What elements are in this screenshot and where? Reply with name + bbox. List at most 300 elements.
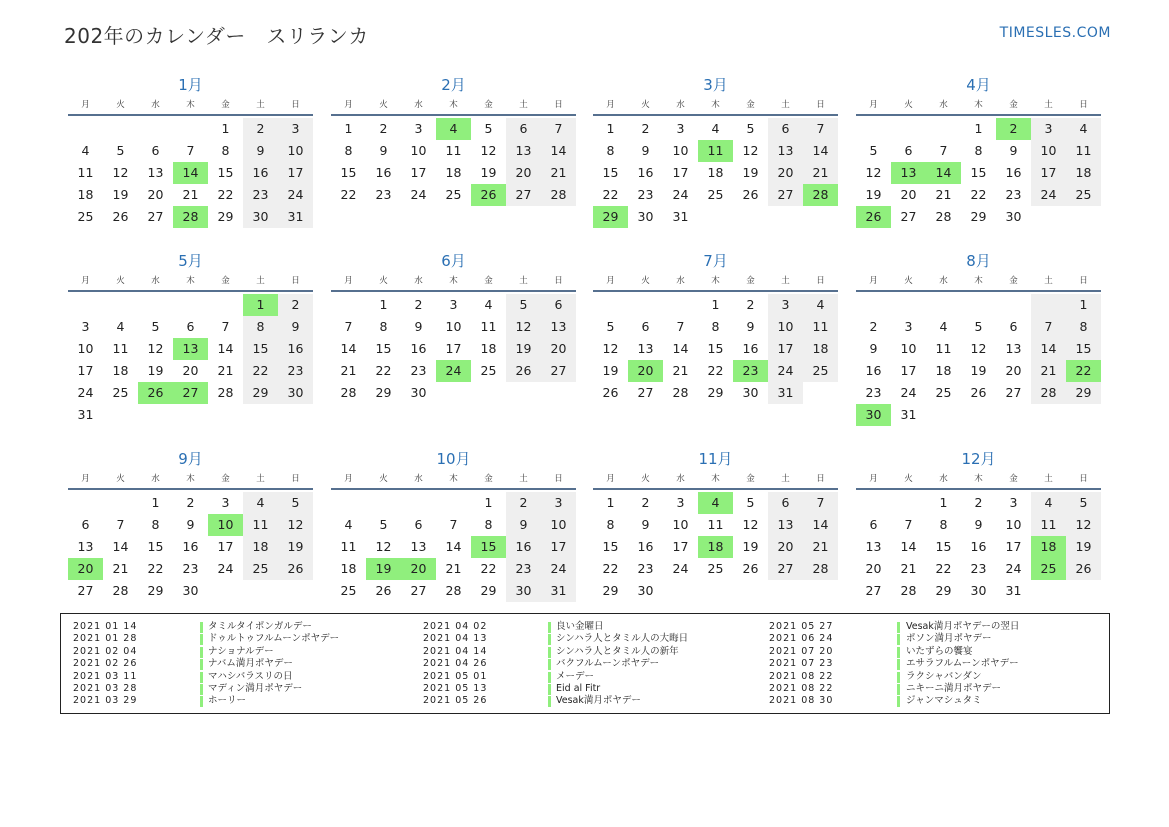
empty-cell [208,294,243,316]
day-cell: 2 [414,297,423,312]
holiday-day: 23 [733,360,768,382]
day-cell: 30 [243,206,278,228]
holiday-name: マディン満月ポヤデー [208,682,303,694]
month-title: 12月 [961,450,996,468]
day-cell: 15 [147,539,164,554]
day-cell: 16 [410,341,427,356]
day-grid [856,294,1101,426]
day-cell: 2 [641,121,650,136]
weekday-label: 火 [641,474,650,484]
day-grid [856,492,1101,602]
holiday-row [61,695,1109,707]
day-cell: 16 [243,162,278,184]
day-cell: 11 [707,517,724,532]
empty-cell [856,118,891,140]
holiday-row [61,621,1109,633]
holiday-date: 2021 07 20 [769,645,834,657]
day-cell: 3 [768,294,803,316]
day-cell: 1 [974,121,983,136]
site-link[interactable]: TIMESLES.COM [999,25,1111,41]
day-cell: 12 [112,165,129,180]
day-cell: 31 [278,206,313,228]
day-cell: 4 [344,517,353,532]
day-cell: 4 [81,143,90,158]
empty-cell [436,492,471,514]
day-cell: 28 [445,583,462,598]
weekday-header [331,272,576,292]
day-cell: 24 [672,561,689,576]
day-cell: 27 [410,583,427,598]
day-cell: 30 [970,583,987,598]
day-cell: 28 [541,184,576,206]
day-cell: 21 [340,363,357,378]
day-cell: 5 [379,517,388,532]
day-cell: 7 [344,319,353,334]
day-cell: 5 [116,143,125,158]
empty-cell [663,294,698,316]
day-cell: 16 [865,363,882,378]
day-cell: 6 [768,492,803,514]
day-cell: 8 [974,143,983,158]
weekday-header [68,272,313,292]
day-cell: 27 [1005,385,1022,400]
day-cell: 15 [217,165,234,180]
weekday-label: 金 [221,276,230,286]
day-cell: 27 [900,209,917,224]
day-cell: 5 [151,319,160,334]
holiday-day: 26 [471,184,506,206]
weekday-label: 水 [151,474,160,484]
holiday-day: 2 [996,118,1031,140]
month-6 [331,250,576,404]
day-cell: 24 [672,187,689,202]
day-cell: 12 [278,514,313,536]
holiday-name: メーデー [556,670,595,682]
holiday-list [60,613,1110,714]
day-cell: 27 [768,558,803,580]
holiday-day: 22 [1066,360,1101,382]
day-cell: 11 [480,319,497,334]
weekday-label: 日 [291,276,300,286]
day-cell: 26 [742,187,759,202]
day-grid [68,118,313,228]
day-cell: 3 [676,121,685,136]
weekday-label: 金 [746,100,755,110]
day-cell: 28 [803,558,838,580]
day-cell: 26 [278,558,313,580]
day-cell: 2 [974,495,983,510]
day-cell: 20 [506,162,541,184]
month-12 [856,448,1101,602]
day-cell: 13 [865,539,882,554]
day-cell: 15 [970,165,987,180]
holiday-name: ジャンマシュタミ [906,695,982,707]
day-cell: 30 [506,580,541,602]
holiday-day: 26 [856,206,891,228]
holiday-marker [897,634,900,645]
day-cell: 22 [602,187,619,202]
weekday-label: 土 [519,474,528,484]
empty-cell [593,294,628,316]
weekday-label: 火 [904,100,913,110]
weekday-label: 火 [641,100,650,110]
day-cell: 3 [1009,495,1018,510]
day-cell: 18 [1066,162,1101,184]
day-cell: 1 [344,121,353,136]
day-cell: 21 [672,363,689,378]
day-cell: 20 [182,363,199,378]
weekday-label: 木 [449,276,458,286]
weekday-label: 木 [186,276,195,286]
day-cell: 21 [182,187,199,202]
month-title: 8月 [966,252,991,270]
holiday-date: 2021 08 30 [769,695,834,707]
day-cell: 2 [746,297,755,312]
day-cell: 22 [602,561,619,576]
day-cell: 21 [935,187,952,202]
month-3 [593,74,838,228]
weekday-label: 日 [816,276,825,286]
empty-cell [366,492,401,514]
weekday-label: 日 [816,100,825,110]
weekday-label: 火 [379,276,388,286]
day-cell: 26 [375,583,392,598]
weekday-label: 日 [554,276,563,286]
day-cell: 30 [182,583,199,598]
month-10 [331,448,576,602]
day-cell: 17 [1005,539,1022,554]
day-cell: 5 [1066,492,1101,514]
empty-cell [1031,294,1066,316]
day-cell: 2 [869,319,878,334]
weekday-label: 木 [974,276,983,286]
day-cell: 23 [970,561,987,576]
empty-cell [331,492,366,514]
day-cell: 23 [637,561,654,576]
holiday-marker [897,659,900,670]
day-cell: 3 [676,495,685,510]
holiday-day: 29 [593,206,628,228]
day-cell: 8 [344,143,353,158]
day-cell: 19 [147,363,164,378]
month-4 [856,74,1101,228]
month-title: 6月 [441,252,466,270]
day-cell: 14 [803,514,838,536]
weekday-label: 日 [554,474,563,484]
day-cell: 12 [480,143,497,158]
day-cell: 29 [707,385,724,400]
holiday-day: 20 [628,360,663,382]
day-cell: 5 [278,492,313,514]
holiday-day: 14 [173,162,208,184]
empty-cell [173,294,208,316]
day-cell: 14 [445,539,462,554]
day-cell: 7 [541,118,576,140]
day-grid [331,118,576,206]
empty-cell [856,492,891,514]
day-cell: 16 [1005,165,1022,180]
month-title: 5月 [178,252,203,270]
weekday-label: 土 [256,474,265,484]
weekday-header [856,272,1101,292]
empty-cell [103,118,138,140]
day-cell: 6 [506,118,541,140]
empty-cell [926,118,961,140]
day-cell: 19 [865,187,882,202]
day-cell: 27 [541,360,576,382]
day-cell: 8 [606,143,615,158]
day-cell: 16 [742,341,759,356]
weekday-header [856,470,1101,490]
day-cell: 1 [151,495,160,510]
day-cell: 9 [506,514,541,536]
day-grid [593,492,838,602]
day-cell: 8 [221,143,230,158]
day-cell: 20 [900,187,917,202]
day-cell: 12 [147,341,164,356]
day-cell: 7 [221,319,230,334]
day-cell: 19 [602,363,619,378]
holiday-name: ドゥルトゥフルムーンポヤデー [208,633,340,645]
day-cell: 25 [445,187,462,202]
day-cell: 25 [803,360,838,382]
weekday-label: 火 [641,276,650,286]
weekday-label: 日 [554,100,563,110]
day-cell: 11 [340,539,357,554]
day-cell: 15 [340,165,357,180]
weekday-header [331,96,576,116]
day-cell: 3 [81,319,90,334]
holiday-marker [897,696,900,707]
day-cell: 27 [147,209,164,224]
month-title: 9月 [178,450,203,468]
day-cell: 7 [676,319,685,334]
day-cell: 23 [278,360,313,382]
day-cell: 30 [410,385,427,400]
holiday-name: シンハラ人とタミル人の大晦日 [556,633,689,645]
day-cell: 25 [935,385,952,400]
weekday-label: 水 [414,276,423,286]
holiday-row [61,658,1109,670]
weekday-label: 水 [414,100,423,110]
day-cell: 8 [484,517,493,532]
day-cell: 27 [637,385,654,400]
day-cell: 25 [77,209,94,224]
day-cell: 1 [221,121,230,136]
empty-cell [401,492,436,514]
day-cell: 4 [1031,492,1066,514]
holiday-column [61,621,1109,708]
holiday-day: 28 [173,206,208,228]
day-cell: 21 [803,162,838,184]
day-cell: 29 [935,583,952,598]
day-cell: 8 [243,316,278,338]
empty-cell [856,294,891,316]
day-cell: 21 [1031,360,1066,382]
day-cell: 16 [637,539,654,554]
holiday-date: 2021 05 01 [423,670,488,682]
day-cell: 7 [803,118,838,140]
holiday-name: ホーリー [208,695,247,707]
day-cell: 21 [112,561,129,576]
day-cell: 25 [707,187,724,202]
day-cell: 31 [1005,583,1022,598]
weekday-label: 木 [711,276,720,286]
empty-cell [68,294,103,316]
day-cell: 23 [410,363,427,378]
day-cell: 28 [935,209,952,224]
weekday-label: 火 [116,474,125,484]
day-cell: 31 [900,407,917,422]
day-cell: 20 [541,338,576,360]
day-cell: 10 [672,517,689,532]
day-cell: 13 [768,514,803,536]
weekday-label: 火 [904,276,913,286]
day-cell: 17 [1031,162,1066,184]
day-cell: 11 [243,514,278,536]
holiday-day: 13 [891,162,926,184]
day-cell: 2 [243,118,278,140]
day-cell: 6 [641,319,650,334]
day-cell: 28 [112,583,129,598]
holiday-marker [897,622,900,633]
holiday-name: Vesak満月ポヤデー [556,695,641,707]
day-cell: 12 [970,341,987,356]
holiday-marker [897,647,900,658]
day-cell: 3 [414,121,423,136]
holiday-name: 良い金曜日 [556,621,604,632]
day-cell: 16 [506,536,541,558]
day-cell: 25 [480,363,497,378]
day-cell: 13 [1005,341,1022,356]
day-cell: 19 [278,536,313,558]
day-cell: 17 [768,338,803,360]
holiday-name: いたずらの饗宴 [906,645,973,657]
holiday-date: 2021 07 23 [769,658,834,670]
day-cell: 13 [506,140,541,162]
holiday-day: 27 [173,382,208,404]
weekday-label: 日 [1079,276,1088,286]
day-cell: 1 [606,495,615,510]
day-cell: 6 [768,118,803,140]
day-cell: 18 [480,341,497,356]
day-cell: 23 [375,187,392,202]
day-cell: 29 [1066,382,1101,404]
weekday-label: 金 [746,276,755,286]
day-cell: 17 [445,341,462,356]
day-cell: 21 [900,561,917,576]
day-cell: 9 [1009,143,1018,158]
day-cell: 12 [742,143,759,158]
day-cell: 15 [602,539,619,554]
day-cell: 24 [1031,184,1066,206]
day-cell: 19 [506,338,541,360]
weekday-label: 月 [869,276,878,286]
weekday-label: 水 [151,100,160,110]
weekday-label: 土 [781,100,790,110]
day-cell: 4 [116,319,125,334]
holiday-date: 2021 05 26 [423,695,488,707]
day-cell: 14 [803,140,838,162]
day-cell: 3 [1031,118,1066,140]
day-cell: 10 [77,341,94,356]
weekday-header [331,470,576,490]
day-cell: 22 [340,187,357,202]
day-cell: 10 [900,341,917,356]
day-cell: 30 [278,382,313,404]
month-title: 2月 [441,76,466,94]
day-cell: 11 [445,143,462,158]
day-cell: 11 [77,165,94,180]
weekday-label: 土 [256,276,265,286]
day-cell: 29 [217,209,234,224]
day-cell: 7 [186,143,195,158]
month-title: 4月 [966,76,991,94]
day-cell: 11 [1031,514,1066,536]
day-cell: 27 [865,583,882,598]
day-cell: 2 [641,495,650,510]
day-cell: 16 [970,539,987,554]
empty-cell [138,294,173,316]
empty-cell [68,118,103,140]
holiday-day: 11 [698,140,733,162]
day-cell: 14 [340,341,357,356]
weekday-label: 金 [484,276,493,286]
weekday-header [593,470,838,490]
weekday-label: 木 [974,100,983,110]
day-cell: 13 [637,341,654,356]
day-cell: 3 [221,495,230,510]
day-cell: 10 [445,319,462,334]
weekday-label: 水 [939,100,948,110]
empty-cell [138,118,173,140]
day-cell: 14 [541,140,576,162]
weekday-label: 木 [449,100,458,110]
holiday-date: 2021 01 28 [73,633,138,645]
weekday-label: 日 [1079,474,1088,484]
day-cell: 21 [803,536,838,558]
holiday-date: 2021 08 22 [769,682,834,694]
holiday-day: 15 [471,536,506,558]
day-cell: 24 [1005,561,1022,576]
day-cell: 4 [1066,118,1101,140]
day-cell: 6 [414,517,423,532]
holiday-date: 2021 05 13 [423,682,488,694]
weekday-label: 木 [711,474,720,484]
holiday-day: 18 [698,536,733,558]
day-cell: 5 [506,294,541,316]
day-cell: 8 [1066,316,1101,338]
day-cell: 23 [506,558,541,580]
empty-cell [628,294,663,316]
day-cell: 26 [506,360,541,382]
holiday-day: 18 [1031,536,1066,558]
day-cell: 26 [1066,558,1101,580]
day-cell: 3 [449,297,458,312]
day-grid [856,118,1101,228]
month-title: 1月 [178,76,203,94]
day-cell: 2 [186,495,195,510]
month-title: 10月 [436,450,471,468]
day-cell: 30 [637,209,654,224]
day-cell: 18 [340,561,357,576]
weekday-label: 火 [116,276,125,286]
day-cell: 29 [970,209,987,224]
day-cell: 1 [379,297,388,312]
weekday-label: 水 [676,100,685,110]
day-cell: 14 [217,341,234,356]
day-cell: 19 [480,165,497,180]
